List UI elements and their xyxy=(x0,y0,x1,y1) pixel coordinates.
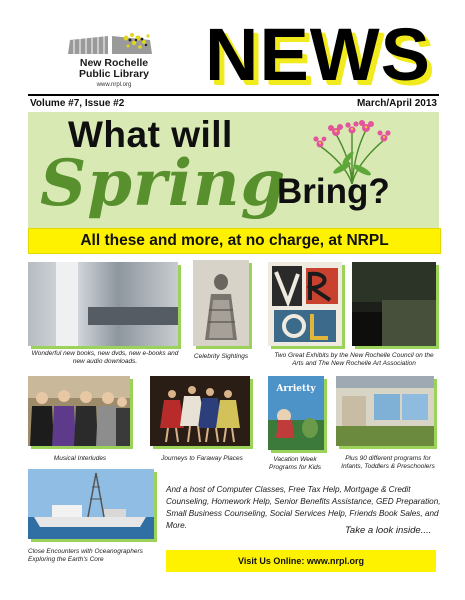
headline-what-will: What will xyxy=(68,114,233,155)
look-inside-text: Take a look inside.... xyxy=(345,525,432,536)
photo-library-interior xyxy=(28,262,178,346)
open-book-icon xyxy=(64,30,156,58)
library-name-line1: New Rochelle xyxy=(79,57,149,69)
photo-research-ship xyxy=(28,469,154,539)
headline-spring: Spring xyxy=(40,146,287,221)
photo-dancers xyxy=(150,376,250,446)
photo-program-room xyxy=(352,262,436,346)
caption-ocean: Close Encounters with Oceanographers Exploring the Earth's Core xyxy=(28,548,143,563)
visit-website-link[interactable]: Visit Us Online: www.nrpl.org xyxy=(237,556,364,566)
services-paragraph: And a host of Computer Classes, Free Tax Help, Mortgage & Credit Counseling, Homework Help, Senior Benefits Assistance, GED Preparation, Small Business Counseling, Social Services Help, Friends Book Sales, and More. xyxy=(166,485,441,530)
photo-movie-poster xyxy=(268,376,324,450)
visit-banner xyxy=(166,550,436,572)
library-logo xyxy=(58,30,178,92)
caption-books: Wonderful new books, new dvds, new e-books and new audio downloads. xyxy=(31,350,179,365)
issue-date: March/April 2013 xyxy=(356,98,437,109)
photo-exhibit-art xyxy=(268,262,342,346)
caption-exhibits: Two Great Exhibits by the New Rochelle Council on the Arts and The New Rochelle Art Association xyxy=(274,352,434,367)
tagline-text: All these and more, at no charge, at NRPL xyxy=(80,232,389,249)
caption-vacation: Vacation Week Programs for Kids xyxy=(268,456,322,471)
photo-celebrity xyxy=(193,260,249,346)
poster-title: Arrietty xyxy=(276,384,316,394)
photo-musicians xyxy=(28,376,130,446)
caption-programs: Plus 90 different programs for Infants, Toddlers & Preschoolers xyxy=(341,455,435,470)
photo-classroom xyxy=(336,376,434,446)
headline-bring: Bring? xyxy=(277,172,390,211)
library-url: www.nrpl.org xyxy=(96,82,132,88)
caption-journeys: Journeys to Faraway Places xyxy=(161,455,243,462)
masthead-title: NEWS xyxy=(205,13,431,96)
caption-musical: Musical Interludes xyxy=(53,455,107,462)
headline-panel xyxy=(28,112,439,228)
caption-celebrity: Celebrity Sightings xyxy=(193,353,249,360)
library-name xyxy=(58,58,170,80)
library-name-line2: Public Library xyxy=(78,68,150,80)
issue-volume: Volume #7, Issue #2 xyxy=(30,98,125,109)
tagline-banner xyxy=(28,228,441,254)
